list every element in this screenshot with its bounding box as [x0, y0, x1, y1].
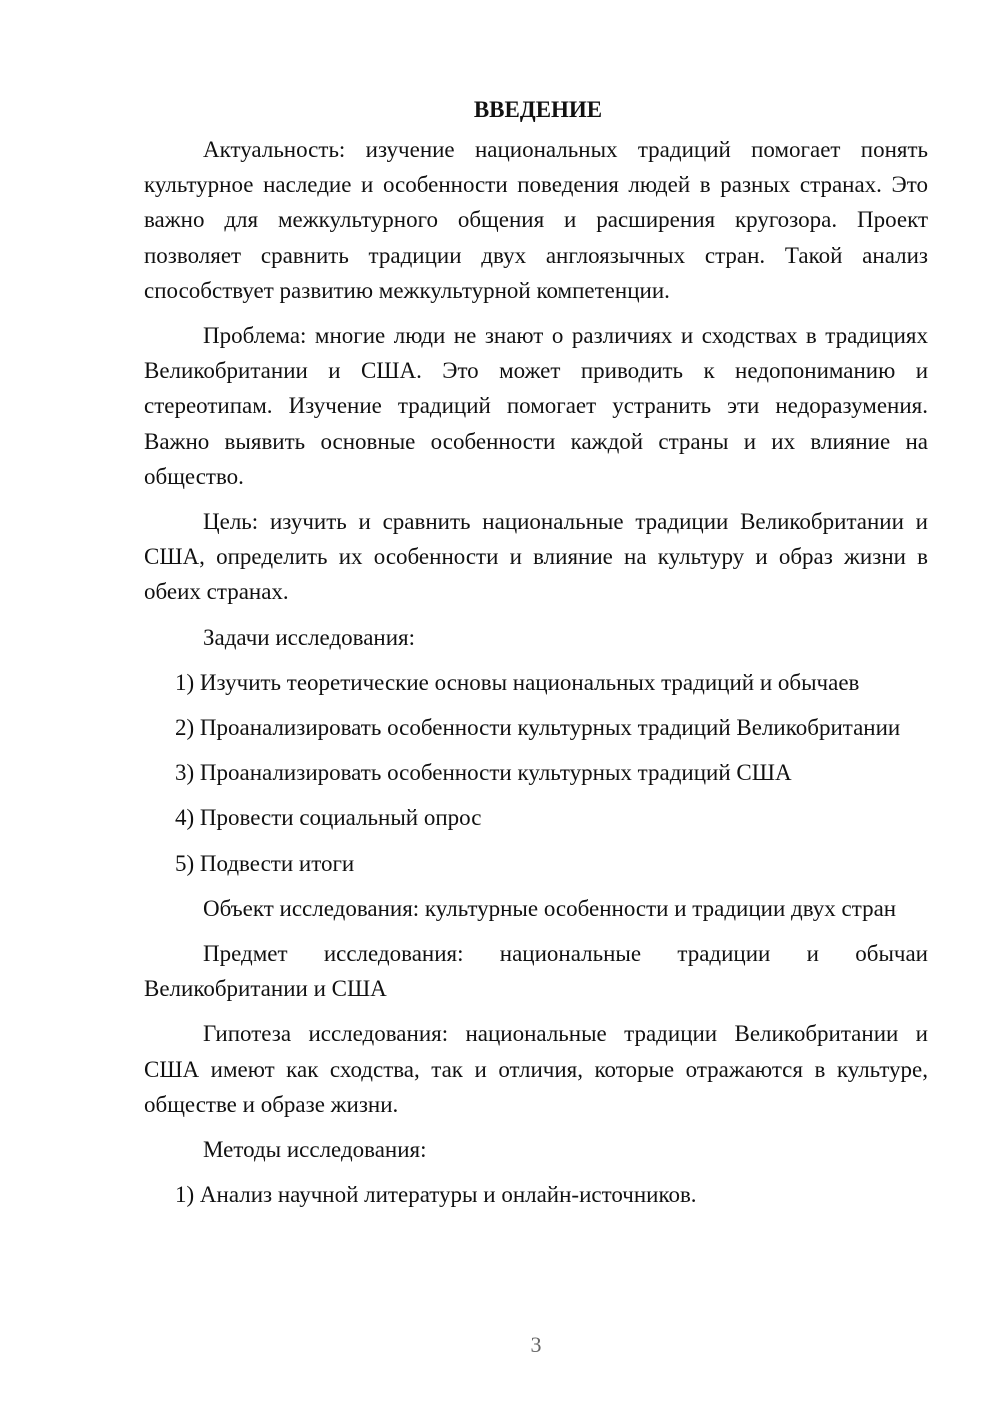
goal-paragraph: Цель: изучить и сравнить национальные традиции Великобритании и США, определить их особенности и влияние на культуру и образ жизни в обеих странах.	[144, 509, 928, 605]
methods-heading: Методы исследования:	[203, 1137, 427, 1163]
document-title: ВВЕДЕНИЕ	[473, 97, 603, 122]
method-item-1: 1) Анализ научной литературы и онлайн-источников.	[175, 1182, 697, 1208]
page-number: 3	[530, 1332, 542, 1357]
object-paragraph: Объект исследования: культурные особенности и традиции двух стран	[203, 895, 897, 921]
task-item-2: 2) Проанализировать особенности культурных традиций Великобритании	[175, 715, 901, 741]
relevance-paragraph: Актуальность: изучение национальных традиций помогает понять культурное наследие и особенности поведения людей в разных странах. Это важно для межкультурного общения и расширения кругозора. Проект позволяет сравнить традиции двух англоязычных стран. Такой анализ способствует развитию межкультурной компетенции.	[144, 137, 928, 303]
problem-paragraph: Проблема: многие люди не знают о различиях и сходствах в традициях Великобритании и США. Это может приводить к недопониманию и стереотипам. Изучение традиций помогает устранить эти недоразумения. Важно выявить основные особенности каждой страны и их влияние на общество.	[144, 323, 928, 489]
tasks-heading: Задачи исследования:	[203, 624, 416, 650]
task-item-5: 5) Подвести итоги	[175, 850, 355, 876]
document-page	[144, 92, 928, 1222]
subject-paragraph: Предмет исследования: национальные традиции и обычаи Великобритании и США	[144, 941, 928, 1002]
task-item-1: 1) Изучить теоретические основы национальных традиций и обычаев	[175, 669, 860, 695]
task-item-3: 3) Проанализировать особенности культурных традиций США	[175, 760, 792, 786]
task-item-4: 4) Провести социальный опрос	[175, 805, 482, 831]
hypothesis-paragraph: Гипотеза исследования: национальные традиции Великобритании и США имеют как сходства, так и отличия, которые отражаются в культуре, обществе и образе жизни.	[144, 1021, 928, 1117]
